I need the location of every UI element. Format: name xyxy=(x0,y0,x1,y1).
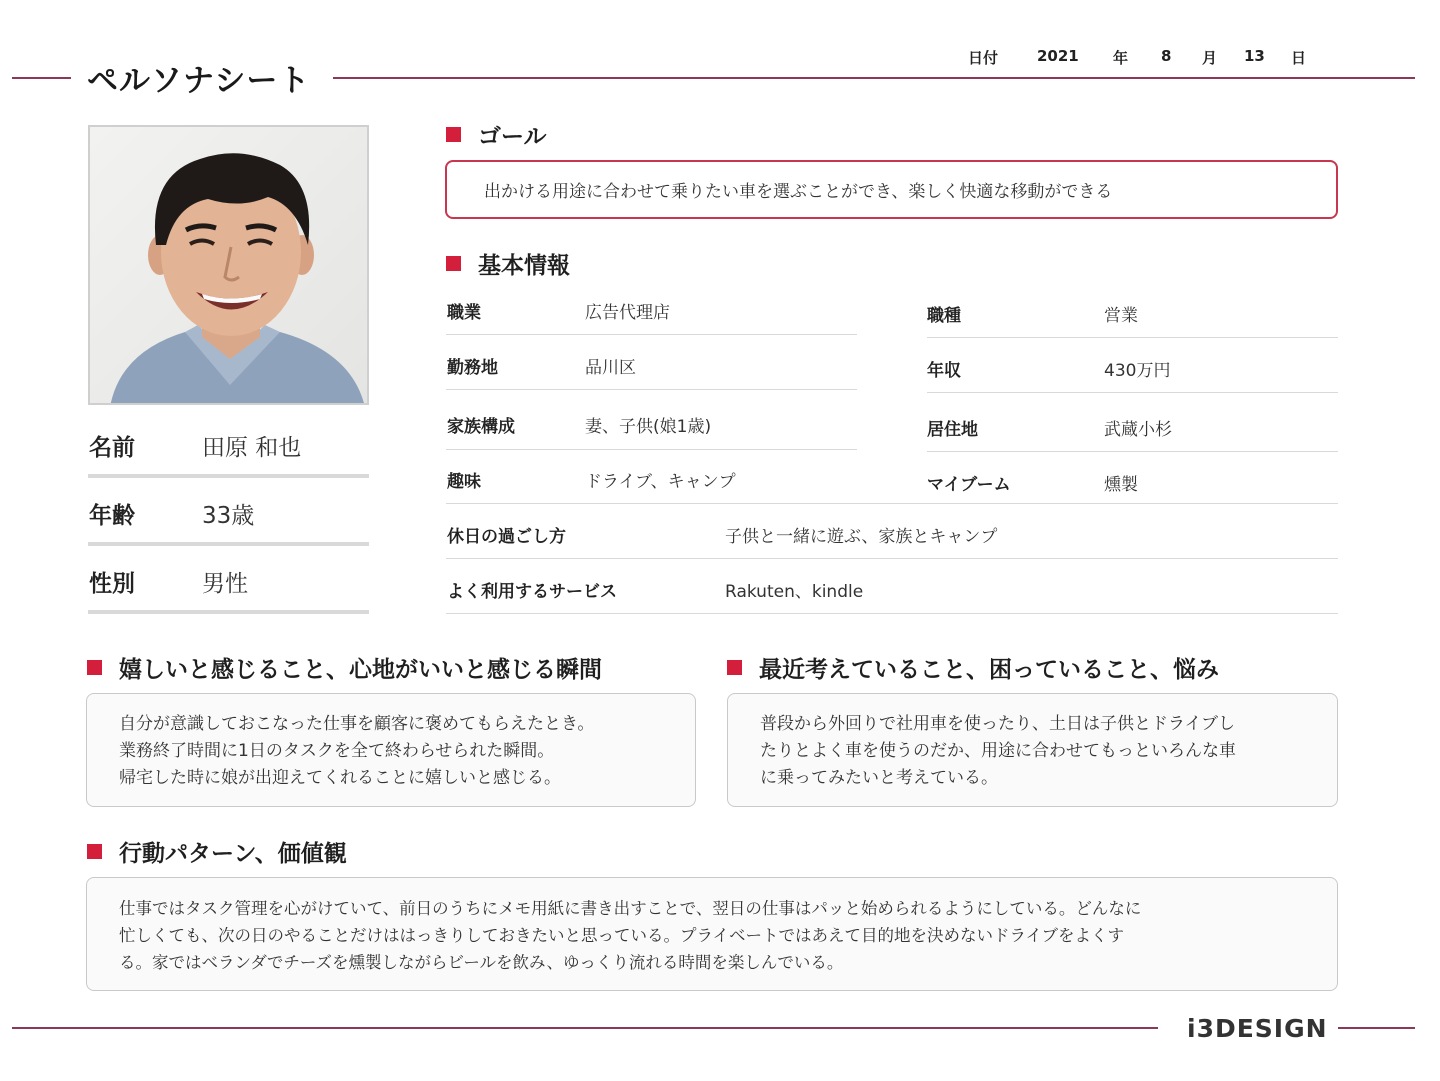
goal-text: 出かける用途に合わせて乗りたい車を選ぶことができ、楽しく快適な移動ができる xyxy=(484,182,1113,202)
occupation-value: 広告代理店 xyxy=(585,303,670,323)
gender-value: 男性 xyxy=(202,571,248,597)
family-divider xyxy=(446,449,857,450)
portrait-image xyxy=(90,127,369,405)
header-rule-right xyxy=(333,77,1415,79)
persona-photo xyxy=(88,125,369,405)
happy-heading xyxy=(87,651,602,684)
job-type-value: 営業 xyxy=(1104,306,1138,326)
residence-divider xyxy=(927,451,1338,452)
job-type-divider xyxy=(927,337,1338,338)
date-day: 13 xyxy=(1244,47,1265,65)
hobby-value: ドライブ、キャンプ xyxy=(585,472,736,492)
services-divider xyxy=(446,613,1338,614)
my-boom-label: マイブーム xyxy=(927,475,1011,495)
header-rule-left xyxy=(12,77,71,79)
red-square-icon xyxy=(87,844,102,859)
age-value: 33歳 xyxy=(202,503,255,529)
date-month-unit: 月 xyxy=(1202,49,1218,67)
red-square-icon xyxy=(87,660,102,675)
age-label: 年齢 xyxy=(89,503,135,529)
family-label: 家族構成 xyxy=(447,417,515,437)
behavior-line: 仕事ではタスク管理を心がけていて、前日のうちにメモ用紙に書き出すことで、翌日の仕事はパッと始められるようにしている。どんなに xyxy=(119,899,1142,918)
date-day-unit: 日 xyxy=(1291,49,1307,67)
name-value: 田原 和也 xyxy=(202,435,302,461)
workplace-value: 品川区 xyxy=(585,358,636,378)
goal-box xyxy=(445,160,1338,219)
workplace-label: 勤務地 xyxy=(447,358,498,378)
name-label: 名前 xyxy=(89,435,135,461)
services-value: Rakuten、kindle xyxy=(725,582,864,602)
residence-value: 武蔵小杉 xyxy=(1104,420,1172,440)
footer-rule-left xyxy=(12,1027,1158,1029)
footer-rule-right xyxy=(1338,1027,1415,1029)
happy-heading-text: 嬉しいと感じること、心地がいいと感じる瞬間 xyxy=(119,657,602,683)
goal-heading xyxy=(446,118,547,151)
behavior-heading xyxy=(87,835,347,868)
holiday-value: 子供と一緒に遊ぶ、家族とキャンプ xyxy=(725,527,998,547)
happy-line: 帰宅した時に娘が出迎えてくれることに嬉しいと感じる。 xyxy=(119,768,561,788)
red-square-icon xyxy=(446,256,461,271)
workplace-divider xyxy=(446,389,857,390)
concerns-heading xyxy=(727,651,1219,684)
date-year: 2021 xyxy=(1037,47,1079,65)
holiday-divider xyxy=(446,558,1338,559)
behavior-line: る。家ではベランダでチーズを燻製しながらビールを飲み、ゆっくり流れる時間を楽しんでいる。 xyxy=(119,953,844,972)
occupation-divider xyxy=(446,334,857,335)
basic-info-heading xyxy=(446,247,570,280)
basic-info-heading-text: 基本情報 xyxy=(478,253,570,279)
behavior-heading-text: 行動パターン、価値観 xyxy=(119,841,347,867)
date-month: 8 xyxy=(1161,47,1172,65)
happy-box xyxy=(86,693,696,807)
family-value: 妻、子供(娘1歳) xyxy=(585,417,712,437)
page-title: ペルソナシート xyxy=(87,63,311,99)
my-boom-value: 燻製 xyxy=(1104,475,1138,495)
goal-heading-text: ゴール xyxy=(478,124,547,150)
gender-label: 性別 xyxy=(89,571,135,597)
concerns-heading-text: 最近考えていること、困っていること、悩み xyxy=(759,657,1219,683)
concerns-line: に乗ってみたいと考えている。 xyxy=(760,768,998,788)
brand-logo: i3DESIGN xyxy=(1187,1014,1328,1043)
concerns-line: 普段から外回りで社用車を使ったり、土日は子供とドライブし xyxy=(760,714,1235,734)
date-label: 日付 xyxy=(968,49,999,67)
job-type-label: 職種 xyxy=(927,306,961,326)
date-year-unit: 年 xyxy=(1113,49,1129,67)
red-square-icon xyxy=(727,660,742,675)
holiday-label: 休日の過ごし方 xyxy=(447,527,566,547)
happy-line: 業務終了時間に1日のタスクを全て終わらせられた瞬間。 xyxy=(119,741,555,761)
occupation-label: 職業 xyxy=(447,303,481,323)
gender-divider xyxy=(88,610,369,614)
income-divider xyxy=(927,392,1338,393)
services-label: よく利用するサービス xyxy=(447,582,617,602)
concerns-box xyxy=(727,693,1338,807)
income-label: 年収 xyxy=(927,361,961,381)
income-value: 430万円 xyxy=(1104,361,1171,381)
hobby-label: 趣味 xyxy=(447,472,481,492)
hobby-divider xyxy=(446,503,1338,504)
residence-label: 居住地 xyxy=(927,420,978,440)
name-divider xyxy=(88,474,369,478)
red-square-icon xyxy=(446,127,461,142)
behavior-box xyxy=(86,877,1338,991)
happy-line: 自分が意識しておこなった仕事を顧客に褒めてもらえたとき。 xyxy=(119,714,595,734)
concerns-line: たりとよく車を使うのだか、用途に合わせてもっといろんな車 xyxy=(760,741,1236,761)
age-divider xyxy=(88,542,369,546)
behavior-line: 忙しくても、次の日のやることだけははっきりしておきたいと思っている。プライベートではあえて目的地を決めないドライブをよくす xyxy=(119,926,1125,945)
